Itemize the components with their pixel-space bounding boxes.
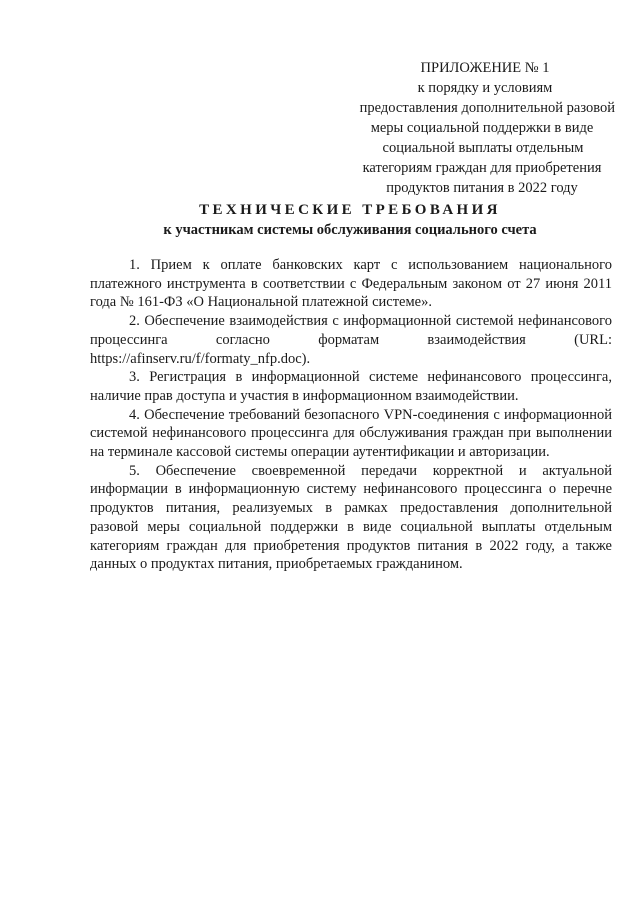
appendix-line: категориям граждан для приобретения [362, 160, 602, 176]
requirements-list [90, 256, 612, 574]
requirement-paragraph: 4. Обеспечение требований безопасного VPN-соединения с информационной системой нефинансового процессинга для обслуживания граждан при выполнении на терминале кассовой системы операции аутентификации и авторизации. [90, 406, 612, 461]
document-title: ТЕХНИЧЕСКИЕ ТРЕБОВАНИЯ [199, 202, 501, 218]
appendix-title: ПРИЛОЖЕНИЕ № 1 [420, 60, 550, 76]
appendix-line: меры социальной поддержки в виде [370, 120, 594, 136]
appendix-block [315, 58, 615, 198]
requirement-paragraph: 5. Обеспечение своевременной передачи корректной и актуальной информации в информационную систему нефинансового процессинга о перечне продуктов питания, реализуемых в рамках предоставления дополнительной разовой меры социальной поддержки в виде социальной выплаты отдельным категориям граждан для приобретения продуктов питания в 2022 году, а также данных о продуктах питания, приобретаемых гражданином. [90, 462, 612, 573]
requirement-paragraph: 3. Регистрация в информационной системе нефинансового процессинга, наличие прав доступа и участия в информационном взаимодействии. [90, 369, 612, 404]
appendix-line: предоставления дополнительной разовой [359, 100, 615, 116]
appendix-line: социальной выплаты отдельным [382, 140, 584, 156]
document-subtitle: к участникам системы обслуживания социального счета [163, 222, 537, 238]
requirement-paragraph: 1. Прием к оплате банковских карт с использованием национального платежного инструмента в соответствии с Федеральным законом от 27 июня 2011 года № 161-ФЗ «О Национальной платежной системе». [90, 257, 612, 311]
appendix-line: продуктов питания в 2022 году [386, 180, 578, 196]
requirement-paragraph: 2. Обеспечение взаимодействия с информационной системой нефинансового процессинга согласно форматам взаимодействия (URL: https://afinserv.ru/f/formaty_nfp.doc). [90, 313, 612, 367]
appendix-line: к порядку и условиям [417, 80, 553, 96]
heading-block [90, 200, 610, 240]
